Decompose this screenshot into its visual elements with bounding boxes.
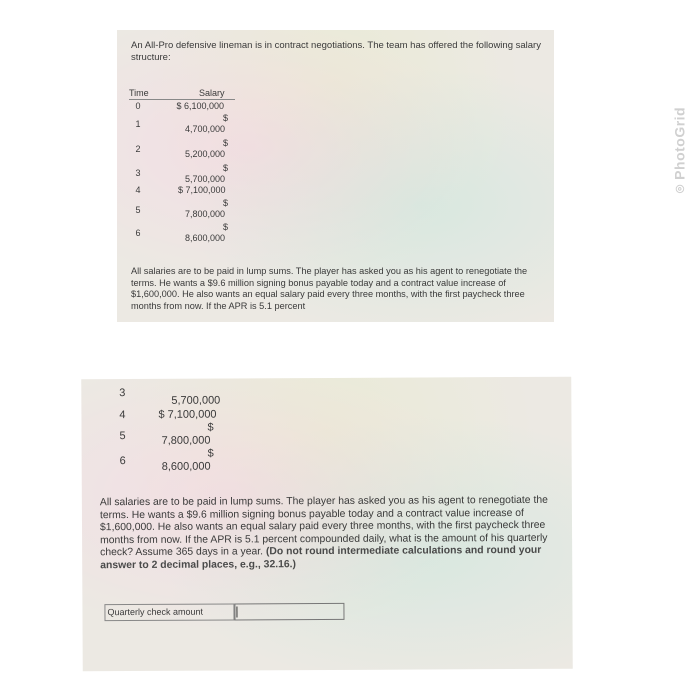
text-cursor xyxy=(236,606,237,617)
row-time-6: 6 xyxy=(119,455,126,468)
row-salary-3-dollar: $ xyxy=(223,163,229,173)
row-time-1: 1 xyxy=(135,119,141,129)
row-salary-1: 4,700,000 xyxy=(185,124,226,134)
rounding-instruction: (Do not round intermediate calculations and round your answer to 2 decimal places, e.g., 32.16.) xyxy=(100,545,542,572)
row-time-0: 0 xyxy=(135,101,141,111)
row-salary-5-dollar: $ xyxy=(223,198,229,208)
row-time-3: 3 xyxy=(135,168,141,178)
row-time-4: 4 xyxy=(119,409,126,422)
watermark-text: PhotoGrid xyxy=(671,106,688,180)
row-salary-4: $ 7,100,000 xyxy=(178,185,226,195)
row-time-4: 4 xyxy=(135,185,141,195)
row-salary-2-dollar: $ xyxy=(223,138,229,148)
problem-question: All salaries are to be paid in lump sums. The player has asked you as his agent to renegotiate the terms. He wants a $9.6 million signing bonus payable today and a contract value increase of $1,600,000. He also wants an equal salary paid every three months, with the first paycheck three months from now. If the APR is 5.1 percent compounded daily, what is the amount of his quarterly check? Assume 365 days in a year. xyxy=(99,494,548,559)
row-salary-6: 8,600,000 xyxy=(161,460,211,473)
header-divider xyxy=(129,99,235,100)
quarterly-check-input[interactable] xyxy=(234,603,344,621)
camera-icon: ⌾ xyxy=(671,179,688,194)
row-salary-6-dollar: $ xyxy=(223,222,229,232)
row-salary-4: $ 7,100,000 xyxy=(158,408,217,421)
row-salary-2: 5,200,000 xyxy=(185,149,226,159)
bottom-screenshot-photo xyxy=(81,377,573,672)
quarterly-check-label: Quarterly check amount xyxy=(104,603,234,621)
header-time: Time xyxy=(129,88,149,98)
row-salary-6-dollar: $ xyxy=(207,447,214,460)
photogrid-watermark xyxy=(672,107,689,193)
problem-text-bottom xyxy=(100,495,560,573)
row-salary-3: 5,700,000 xyxy=(185,174,226,184)
top-screenshot-photo xyxy=(117,30,554,322)
row-salary-6: 8,600,000 xyxy=(185,233,226,243)
intro-text: An All-Pro defensive lineman is in contract negotiations. The team has offered the following salary structure: xyxy=(131,40,541,63)
header-salary: Salary xyxy=(199,88,225,98)
row-time-5: 5 xyxy=(119,430,126,443)
row-salary-0: $ 6,100,000 xyxy=(176,101,224,111)
problem-text-top: All salaries are to be paid in lump sums. The player has asked you as his agent to renegotiate the terms. He wants a $9.6 million signing bonus payable today and a contract value increase of $1,600,000. He also wants an equal salary paid every three months, with the first paycheck three months from now. If the APR is 5.1 percent xyxy=(131,266,528,311)
row-time-5: 5 xyxy=(135,205,141,215)
row-time-6: 6 xyxy=(135,228,141,238)
row-salary-5: 7,800,000 xyxy=(161,434,211,447)
row-salary-1-dollar: $ xyxy=(223,113,229,123)
row-salary-5-dollar: $ xyxy=(207,421,214,434)
row-salary-5: 7,800,000 xyxy=(185,209,226,219)
row-salary-3: 5,700,000 xyxy=(171,394,221,407)
row-time-2: 2 xyxy=(135,144,141,154)
row-time-3: 3 xyxy=(119,387,126,400)
